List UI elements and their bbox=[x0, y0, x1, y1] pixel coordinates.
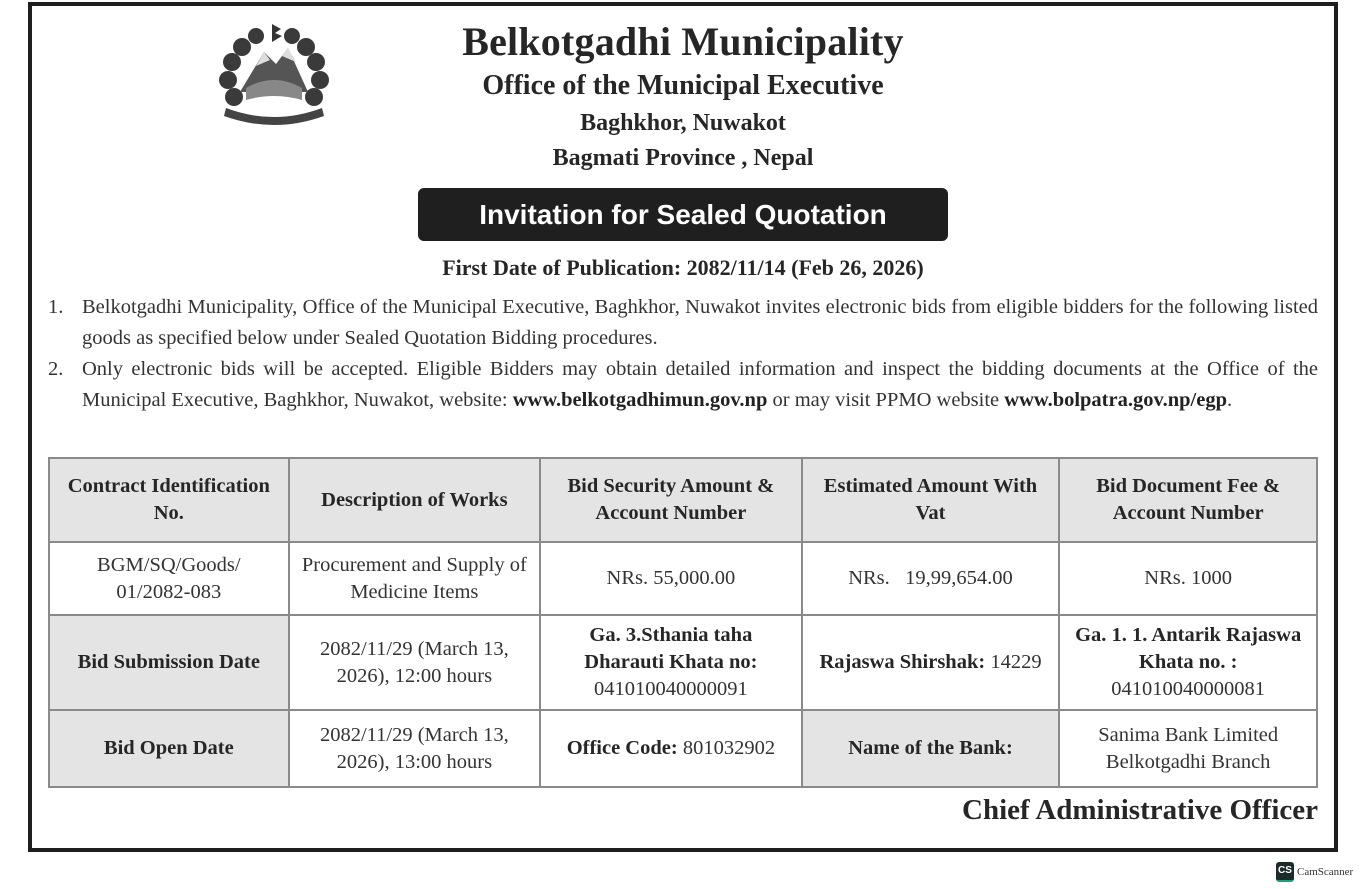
bank-name-cell bbox=[1059, 710, 1317, 787]
security-account-number: 041010040000091 bbox=[594, 678, 748, 700]
bid-open-date: 2082/11/29 (March 13, 2026), 13:00 hours bbox=[289, 710, 540, 787]
camscanner-label: CamScanner bbox=[1297, 866, 1354, 878]
bank-label: Name of the Bank: bbox=[802, 710, 1060, 787]
municipality-title: Belkotgadhi Municipality bbox=[462, 19, 904, 64]
paragraph-text: Belkotgadhi Municipality, Office of the Municipal Executive, Baghkhor, Nuwakot invites electronic bids from eligible bidders for the following listed goods as specified below under Sealed Quotation Bidding procedures. bbox=[82, 296, 1318, 349]
fee-account-number: 041010040000081 bbox=[1111, 678, 1266, 700]
rajaswa-cell bbox=[802, 615, 1060, 710]
paragraph-2 bbox=[48, 354, 1318, 415]
paragraph-text-part: . bbox=[1226, 388, 1233, 411]
header-description: Description of Works bbox=[289, 458, 540, 542]
bid-details-table bbox=[48, 457, 1318, 788]
paragraph-number: 1. bbox=[48, 296, 64, 318]
paragraph-text-part: Only electronic bids will be accepted. Eligible Bidders may obtain detailed information and inspect the bidding documents at the Office of the Municipal Executive, Baghkhor, Nuwakot, website: bbox=[82, 358, 1318, 411]
publication-date: First Date of Publication: 2082/11/14 (Feb 26, 2026) bbox=[442, 255, 924, 280]
paragraph-1 bbox=[48, 292, 1318, 353]
rajaswa-value: 14229 bbox=[985, 651, 1042, 673]
table-row bbox=[49, 710, 1317, 787]
bid-submission-label: Bid Submission Date bbox=[49, 615, 289, 710]
office-location: Baghkhor, Nuwakot bbox=[580, 110, 786, 136]
camscanner-watermark bbox=[1276, 862, 1353, 882]
notice-banner: Invitation for Sealed Quotation bbox=[418, 188, 948, 241]
office-province: Bagmati Province , Nepal bbox=[552, 145, 814, 171]
municipality-website-link[interactable]: www.belkotgadhimun.gov.np bbox=[512, 388, 768, 411]
office-code-label: Office Code: bbox=[566, 737, 678, 759]
contract-id-line: 01/2082-083 bbox=[116, 580, 222, 603]
header-estimated-amount: Estimated Amount With Vat bbox=[802, 458, 1060, 542]
office-code-cell bbox=[540, 710, 802, 787]
security-account-label: Ga. 3.Sthania taha Dharauti Khata no: bbox=[584, 624, 758, 673]
contract-id-line: BGM/SQ/Goods/ bbox=[97, 553, 241, 576]
bank-branch-line: Belkotgadhi Branch bbox=[1105, 750, 1271, 773]
header-bid-security: Bid Security Amount & Account Number bbox=[540, 458, 802, 542]
description-cell: Procurement and Supply of Medicine Items bbox=[289, 542, 540, 615]
table-row bbox=[49, 615, 1317, 710]
fee-account-label: Ga. 1. 1. Antarik Rajaswa Khata no. : bbox=[1075, 624, 1302, 673]
signatory-title: Chief Administrative Officer bbox=[962, 794, 1318, 826]
office-code-value: 801032902 bbox=[677, 737, 776, 759]
paragraph-number: 2. bbox=[48, 358, 64, 380]
bid-security-cell: NRs. 55,000.00 bbox=[540, 542, 802, 615]
contract-id-cell bbox=[49, 542, 289, 615]
estimated-amount-cell: NRs. 19,99,654.00 bbox=[802, 542, 1060, 615]
header-doc-fee: Bid Document Fee & Account Number bbox=[1059, 458, 1317, 542]
fee-account-cell bbox=[1059, 615, 1317, 710]
doc-fee-cell: NRs. 1000 bbox=[1059, 542, 1317, 615]
security-account-cell bbox=[540, 615, 802, 710]
bank-name-line: Sanima Bank Limited bbox=[1098, 723, 1279, 746]
office-name: Office of the Municipal Executive bbox=[482, 70, 884, 101]
table-row bbox=[49, 542, 1317, 615]
table-header-row bbox=[49, 458, 1317, 542]
bolpatra-website-link[interactable]: www.bolpatra.gov.np/egp bbox=[1004, 388, 1227, 411]
bid-open-label: Bid Open Date bbox=[49, 710, 289, 787]
paragraph-text bbox=[82, 354, 1318, 415]
camscanner-logo-icon: CS bbox=[1276, 862, 1294, 882]
paragraph-text-part: or may visit PPMO website bbox=[767, 388, 1005, 411]
header-contract-id: Contract Identification No. bbox=[49, 458, 289, 542]
rajaswa-label: Rajaswa Shirshak: bbox=[819, 651, 986, 673]
bid-submission-date: 2082/11/29 (March 13, 2026), 12:00 hours bbox=[289, 615, 540, 710]
